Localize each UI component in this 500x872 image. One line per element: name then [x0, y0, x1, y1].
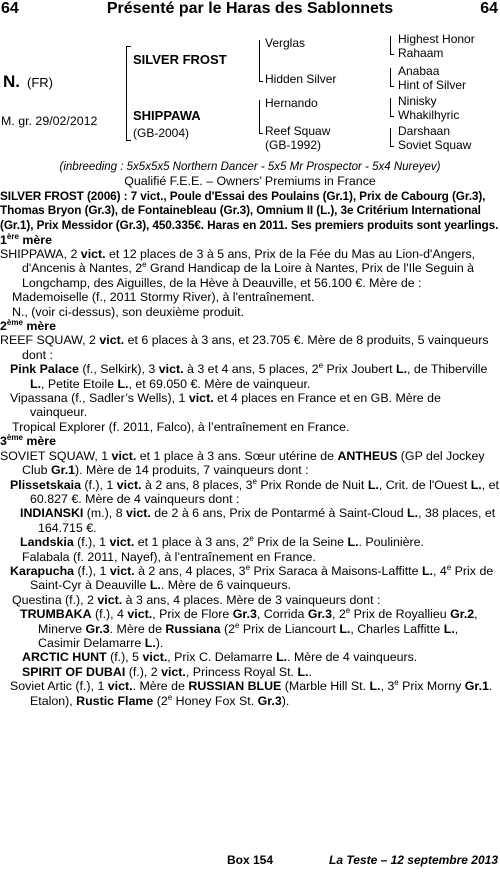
- text: , 3: [380, 679, 395, 694]
- text: vict.: [111, 448, 137, 463]
- text: Questina (f.), 2: [12, 592, 98, 607]
- text: , Charles Laffitte: [350, 621, 444, 636]
- text: vict.: [97, 592, 123, 607]
- text: , 2: [331, 607, 346, 622]
- text: vict.: [107, 679, 133, 694]
- text: de 2 à 6 ans, Prix de Pontarmé à Saint-Cloud: [150, 506, 408, 521]
- text: ANTHEUS: [337, 448, 398, 463]
- text: vict.: [80, 247, 106, 261]
- text: ).: [281, 693, 290, 708]
- catalog-body: [0, 160, 500, 708]
- bracket-line: [259, 100, 260, 134]
- ped-sss: Highest Honor: [398, 32, 475, 46]
- produce-pink-palace: [0, 362, 500, 391]
- horse-description: M. gr. 29/02/2012: [1, 114, 98, 128]
- text: , Petite Etoile: [41, 376, 118, 391]
- sale-date: La Teste – 12 septembre 2013: [329, 853, 498, 867]
- text: (m.), 8: [83, 506, 127, 521]
- text: e: [345, 606, 351, 616]
- produce-soviet-artic: [0, 679, 500, 708]
- ped-dsd: Whakilhyric: [398, 108, 460, 122]
- text: Prix de Royallieu: [350, 607, 451, 622]
- text: (f.), 1: [74, 563, 110, 578]
- text: TRUMBAKA: [20, 607, 92, 622]
- text: Russiana: [165, 621, 221, 636]
- text: , Prix C. Delamarre: [167, 650, 277, 665]
- heading-number: 1: [0, 232, 7, 247]
- text: (f.), 2: [125, 664, 162, 679]
- text: , et 69.050 €. Mère de vainqueur.: [128, 376, 311, 391]
- text: INDIANSKI: [20, 506, 84, 521]
- text: vict.: [126, 506, 151, 521]
- text: vict.: [116, 477, 142, 492]
- heading-number: 3: [0, 434, 7, 449]
- produce-mademoiselle: Mademoiselle (f., 2011 Stormy River), à l'entraînement.: [12, 290, 315, 305]
- produce-questina: [0, 593, 500, 607]
- dam-origin: (GB-2004): [133, 126, 190, 140]
- text: et 6 places à 3 ans, et 23.705 €. Mère de 8 produits, 5 vainqueurs dont :: [22, 333, 489, 362]
- text: (f.), 1: [73, 535, 110, 550]
- produce-karapucha: [0, 564, 500, 593]
- bracket-line: [390, 98, 391, 117]
- heading-word: mère: [26, 434, 56, 449]
- page-title: Présenté par le Haras des Sablonnets: [106, 0, 394, 17]
- text: e: [142, 260, 147, 270]
- text: L.: [421, 563, 433, 578]
- dam-sire: Hernando: [265, 96, 318, 110]
- text: e: [394, 678, 399, 688]
- text: L.: [30, 376, 42, 391]
- horse-name: N.: [3, 72, 20, 91]
- produce-arctic-hunt: [0, 650, 500, 664]
- dam-name: SHIPPAWA: [133, 108, 201, 123]
- text: e: [249, 534, 254, 543]
- text: REEF SQUAW, 2: [0, 333, 100, 348]
- ped-sds: Anabaa: [398, 64, 440, 78]
- text: RUSSIAN BLUE: [188, 679, 282, 694]
- bracket-line: [390, 86, 394, 87]
- qualification: Qualifié F.E.E. – Owners’ Premiums in France: [124, 174, 376, 189]
- sire-record: SILVER FROST (2006) : 7 vict., Poule d'Essai des Poulains (Gr.1), Prix de Cabourg (Gr.3), Thomas Bryon (Gr.3), de Fontainebleau (Gr.3), Omnium II (L.), 3e Critérium International (Gr.1), Prix Messidor (Gr.3), 450.335€. Haras en 2011. Ses premiers produits sont yearlings.: [0, 188, 499, 232]
- text: Prix Joubert: [323, 362, 397, 377]
- text: Honey Fox St.: [172, 693, 258, 708]
- text: L.: [149, 578, 161, 593]
- text: ).: [155, 635, 164, 650]
- text: (GP del Jockey Club: [22, 448, 485, 478]
- second-dam-heading: [0, 319, 500, 333]
- text: vict.: [161, 664, 186, 679]
- text: , Corrida: [256, 607, 308, 622]
- first-dam-record: [0, 247, 500, 290]
- ped-dss: Ninisky: [398, 94, 437, 108]
- text: , Casimir Delamarre: [38, 621, 459, 650]
- text: , de Thiberville: [407, 362, 488, 377]
- bracket-line: [259, 40, 260, 81]
- dam-dam-origin: (GB-1992): [265, 138, 322, 152]
- produce-spirit-of-dubai: [0, 665, 500, 679]
- text: SHIPPAWA, 2: [0, 247, 81, 261]
- text: (f., Selkirk), 3: [78, 362, 159, 377]
- text: L.: [347, 535, 359, 550]
- text: (2: [153, 693, 168, 708]
- produce-n: N., (voir ci-dessus), son deuxième produit.: [12, 304, 245, 319]
- text: Gr.1: [464, 679, 489, 694]
- text: et 1 place à 3 ans, 2: [134, 535, 250, 550]
- sire-name: SILVER FROST: [133, 52, 227, 67]
- text: vict.: [188, 391, 214, 406]
- sire-dam: Hidden Silver: [265, 72, 337, 86]
- first-dam-heading: [0, 233, 500, 247]
- text: vict.: [158, 362, 184, 377]
- text: L.: [443, 621, 455, 636]
- text: SPIRIT OF DUBAI: [22, 664, 126, 679]
- text: e: [245, 562, 251, 572]
- produce-trumbaka: [0, 607, 500, 650]
- page-number-right: 64: [480, 0, 498, 17]
- text: . Mère de: [109, 621, 166, 636]
- bracket-line: [390, 116, 394, 117]
- text: Gr.3: [85, 621, 110, 636]
- text: L.: [407, 506, 419, 521]
- text: (2: [220, 621, 235, 636]
- bracket-line: [259, 133, 263, 134]
- text: et 12 places de 3 à 5 ans, Prix de la Fée du Mas au Lion-d'Angers, d'Ancenis à Nantes, 2: [22, 247, 476, 276]
- text: , Minerve: [38, 607, 478, 636]
- text: Karapucha: [10, 563, 75, 578]
- text: L.: [339, 621, 351, 636]
- text: L.: [369, 679, 381, 694]
- bracket-line: [126, 140, 131, 141]
- text: , Crit. de l'Ouest: [378, 477, 471, 492]
- bracket-line: [259, 81, 263, 82]
- text: e: [252, 476, 257, 486]
- text: et 1 place à 3 ans. Sœur utérine de: [136, 448, 338, 463]
- produce-vipassana: [0, 391, 500, 420]
- bracket-line: [390, 68, 391, 87]
- produce-indianski: [0, 506, 500, 535]
- text: Prix de Liancourt: [239, 621, 340, 636]
- text: (f.), 5: [106, 650, 143, 665]
- text: .: [308, 664, 312, 679]
- heading-superscript: ère: [6, 231, 19, 241]
- text: . Mère de 6 vainqueurs.: [160, 578, 292, 593]
- bracket-line: [126, 46, 131, 47]
- third-dam-heading: [0, 434, 500, 448]
- ped-sdd: Hint of Silver: [398, 78, 467, 92]
- ped-ddd: Soviet Squaw: [398, 138, 472, 152]
- ped-ssd: Rahaam: [398, 46, 444, 60]
- text: e: [318, 361, 324, 371]
- page-footer: [0, 853, 500, 871]
- text: , et 60.827 €. Mère de 4 vainqueurs dont :: [30, 477, 499, 506]
- bracket-line: [390, 146, 394, 147]
- text: Gr.3: [307, 607, 332, 622]
- text: L.: [297, 664, 309, 679]
- text: Gr.2: [450, 607, 475, 622]
- text: e: [234, 620, 240, 630]
- heading-word: mère: [26, 319, 56, 334]
- dam-dam: Reef Squaw: [265, 124, 331, 138]
- text: (f.), 1: [80, 477, 117, 492]
- text: . Mère de: [132, 679, 189, 694]
- text: Prix de Saint-Cyr à Deauville: [30, 563, 494, 593]
- text: SOVIET SQUAW, 1: [0, 448, 112, 463]
- text: Prix de la Seine: [253, 535, 348, 550]
- horse-origin: (FR): [27, 75, 53, 90]
- sire-sire: Verglas: [265, 36, 306, 50]
- page-number-left: 64: [1, 0, 19, 17]
- text: ARCTIC HUNT: [22, 650, 107, 665]
- produce-falabala: Falabala (f. 2011, Nayef), à l’entraînement en France.: [22, 549, 316, 564]
- pedigree-table: [0, 26, 500, 156]
- text: , Prix de Flore: [152, 607, 233, 622]
- text: L.: [117, 376, 129, 391]
- text: vict.: [109, 563, 135, 578]
- text: (Marble Hill St.: [281, 679, 370, 694]
- text: vict.: [142, 650, 168, 665]
- text: vict.: [127, 607, 153, 622]
- text: et 4 places en France et en GB. Mère de vainqueur.: [30, 391, 441, 420]
- text: à 2 ans, 8 places, 3: [141, 477, 253, 492]
- text: L.: [396, 362, 408, 377]
- text: , Princess Royal St.: [185, 664, 298, 679]
- text: . Poulinière.: [358, 535, 424, 550]
- text: ). Mère de 14 produits, 7 vainqueurs dont :: [75, 463, 309, 478]
- text: , 38 places, et 164.715 €.: [38, 506, 496, 535]
- bracket-line: [126, 46, 127, 141]
- produce-plissetskaia: [0, 478, 500, 507]
- text: L.: [144, 635, 156, 650]
- text: vict.: [109, 535, 135, 550]
- bracket-line: [390, 128, 391, 147]
- text: L.: [367, 477, 379, 492]
- text: . Etalon),: [30, 679, 493, 708]
- text: à 2 ans, 4 places, 3: [134, 563, 246, 578]
- text: Gr.3: [232, 607, 257, 622]
- ped-dds: Darshaan: [398, 124, 451, 138]
- text: (f.), 4: [91, 607, 128, 622]
- page-header: [0, 0, 500, 20]
- produce-landskia: [0, 535, 500, 549]
- text: Plissetskaia: [10, 477, 81, 492]
- text: L.: [276, 650, 288, 665]
- heading-superscript: ème: [6, 317, 23, 327]
- heading-number: 2: [0, 319, 7, 334]
- text: Landskia: [20, 535, 74, 550]
- text: Gr.3: [257, 693, 282, 708]
- text: Prix Saraca à Maisons-Laffitte: [250, 563, 422, 578]
- text: L.: [470, 477, 482, 492]
- third-dam-record: [0, 449, 500, 478]
- text: Gr.1: [50, 463, 76, 478]
- text: Vipassana (f., Sadler’s Wells), 1: [10, 391, 189, 406]
- text: à 3 et 4 ans, 5 places, 2: [183, 362, 319, 377]
- bracket-line: [390, 54, 394, 55]
- text: Grand Handicap de la Loire à Nantes, Prix de l'Ile Seguin à Longchamp, des Aiguilles, de la Hève à Deauville, et 56.100 €. Mère de :: [22, 261, 475, 290]
- second-dam-record: [0, 333, 500, 362]
- text: Rustic Flame: [76, 693, 154, 708]
- heading-superscript: ème: [6, 433, 23, 443]
- box-number: Box 154: [226, 853, 274, 867]
- text: Prix Morny: [398, 679, 465, 694]
- text: Soviet Artic (f.), 1: [10, 679, 108, 694]
- text: vict.: [99, 333, 125, 348]
- heading-word: mère: [22, 232, 52, 247]
- text: Pink Palace: [10, 362, 79, 377]
- text: e: [446, 562, 452, 572]
- inbreeding-note: (inbreeding : 5x5x5x5 Northern Dancer - 5x5 Mr Prospector - 5x4 Nureyev): [59, 161, 441, 173]
- text: e: [167, 692, 173, 702]
- text: Prix Ronde de Nuit: [256, 477, 368, 492]
- produce-tropical-explorer: Tropical Explorer (f. 2011, Falco), à l’entraînement en France.: [12, 419, 350, 434]
- bracket-line: [390, 36, 391, 55]
- text: à 3 ans, 4 places. Mère de 3 vainqueurs dont :: [122, 592, 381, 607]
- text: , 4: [432, 563, 447, 578]
- text: . Mère de 4 vainqueurs.: [287, 650, 418, 665]
